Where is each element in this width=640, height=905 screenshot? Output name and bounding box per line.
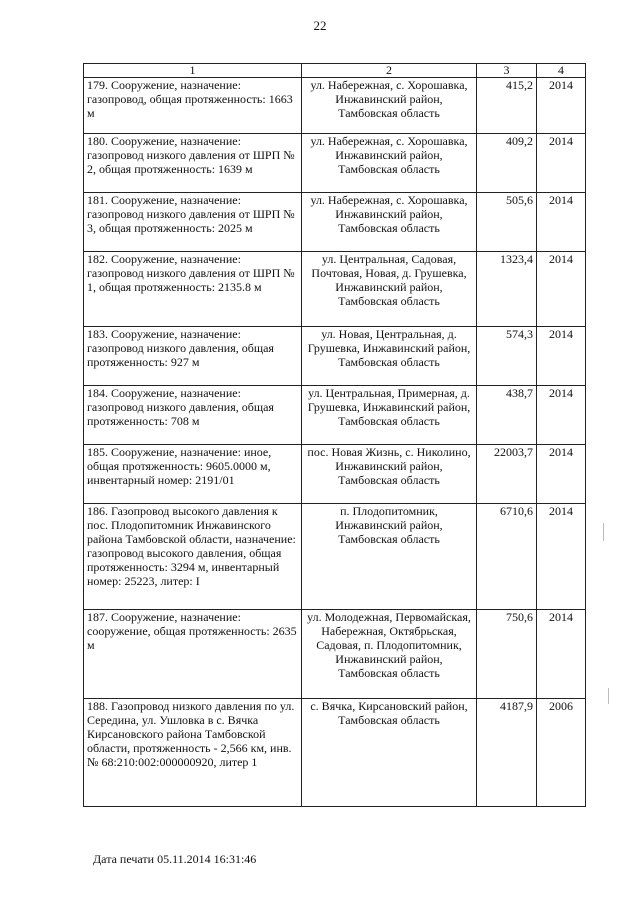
property-table (83, 63, 586, 807)
object-address: ул. Новая, Центральная, д. Грушевка, Инжавинский район, Тамбовская область (302, 327, 477, 386)
table-row (84, 252, 586, 327)
object-address: с. Вячка, Кирсановский район, Тамбовская область (302, 699, 477, 807)
table-row (84, 78, 586, 134)
table-row (84, 610, 586, 699)
object-address: ул. Набережная, с. Хорошавка, Инжавинский район, Тамбовская область (302, 134, 477, 193)
table-row (84, 193, 586, 252)
column-header-3: 3 (477, 64, 537, 78)
object-description: 186. Газопровод высокого давления к пос. Плодопитомник Инжавинского района Тамбовской области, назначение: газопровод высокого давления, общая протяженность: 3294 м, инвентарный номер: 25223, литер: I (84, 504, 302, 610)
object-description: 180. Сооружение, назначение: газопровод низкого давления от ШРП № 2, общая протяженность: 1639 м (84, 134, 302, 193)
object-description: 185. Сооружение, назначение: иное, общая протяженность: 9605.0000 м, инвентарный номер: 2191/01 (84, 445, 302, 504)
object-year: 2014 (537, 78, 586, 134)
object-year: 2006 (537, 699, 586, 807)
object-year: 2014 (537, 327, 586, 386)
column-header-4: 4 (537, 64, 586, 78)
object-value: 4187,9 (477, 699, 537, 807)
column-header-1: 1 (84, 64, 302, 78)
object-value: 415,2 (477, 78, 537, 134)
object-description: 179. Сооружение, назначение: газопровод, общая протяженность: 1663 м (84, 78, 302, 134)
object-year: 2014 (537, 386, 586, 445)
object-value: 409,2 (477, 134, 537, 193)
table-row (84, 134, 586, 193)
object-value: 6710,6 (477, 504, 537, 610)
object-description: 183. Сооружение, назначение: газопровод низкого давления, общая протяженность: 927 м (84, 327, 302, 386)
object-value: 438,7 (477, 386, 537, 445)
object-value: 22003,7 (477, 445, 537, 504)
object-address: ул. Набережная, с. Хорошавка, Инжавинский район, Тамбовская область (302, 78, 477, 134)
object-year: 2014 (537, 445, 586, 504)
object-address: пос. Новая Жизнь, с. Николино, Инжавинский район, Тамбовская область (302, 445, 477, 504)
object-address: п. Плодопитомник, Инжавинский район, Тамбовская область (302, 504, 477, 610)
object-year: 2014 (537, 610, 586, 699)
table-row (84, 445, 586, 504)
object-description: 184. Сооружение, назначение: газопровод низкого давления, общая протяженность: 708 м (84, 386, 302, 445)
object-description: 187. Сооружение, назначение: сооружение, общая протяженность: 2635 м (84, 610, 302, 699)
object-year: 2014 (537, 504, 586, 610)
object-address: ул. Набережная, с. Хорошавка, Инжавинский район, Тамбовская область (302, 193, 477, 252)
object-address: ул. Центральная, Примерная, д. Грушевка, Инжавинский район, Тамбовская область (302, 386, 477, 445)
scan-mark (603, 523, 604, 541)
table-row (84, 504, 586, 610)
scan-mark (608, 688, 609, 704)
page-number: 22 (313, 18, 327, 33)
print-date: Дата печати 05.11.2014 16:31:46 (93, 852, 257, 866)
object-value: 505,6 (477, 193, 537, 252)
object-year: 2014 (537, 134, 586, 193)
object-value: 574,3 (477, 327, 537, 386)
table-row (84, 327, 586, 386)
object-description: 181. Сооружение, назначение: газопровод низкого давления от ШРП № 3, общая протяженность: 2025 м (84, 193, 302, 252)
table-header-row (84, 64, 586, 78)
column-header-2: 2 (302, 64, 477, 78)
table-row (84, 386, 586, 445)
object-value: 750,6 (477, 610, 537, 699)
object-address: ул. Центральная, Садовая, Почтовая, Новая, д. Грушевка, Инжавинский район, Тамбовская область (302, 252, 477, 327)
table-row (84, 699, 586, 807)
object-description: 188. Газопровод низкого давления по ул. Середина, ул. Ушловка в с. Вячка Кирсановского района Тамбовской области, протяженность - 2,566 км, инв. № 68:210:002:000000920, литер 1 (84, 699, 302, 807)
object-year: 2014 (537, 252, 586, 327)
object-value: 1323,4 (477, 252, 537, 327)
object-description: 182. Сооружение, назначение: газопровод низкого давления от ШРП № 1, общая протяженность: 2135.8 м (84, 252, 302, 327)
object-address: ул. Молодежная, Первомайская, Набережная, Октябрьская, Садовая, п. Плодопитомник, Инжавинский район, Тамбовская область (302, 610, 477, 699)
object-year: 2014 (537, 193, 586, 252)
